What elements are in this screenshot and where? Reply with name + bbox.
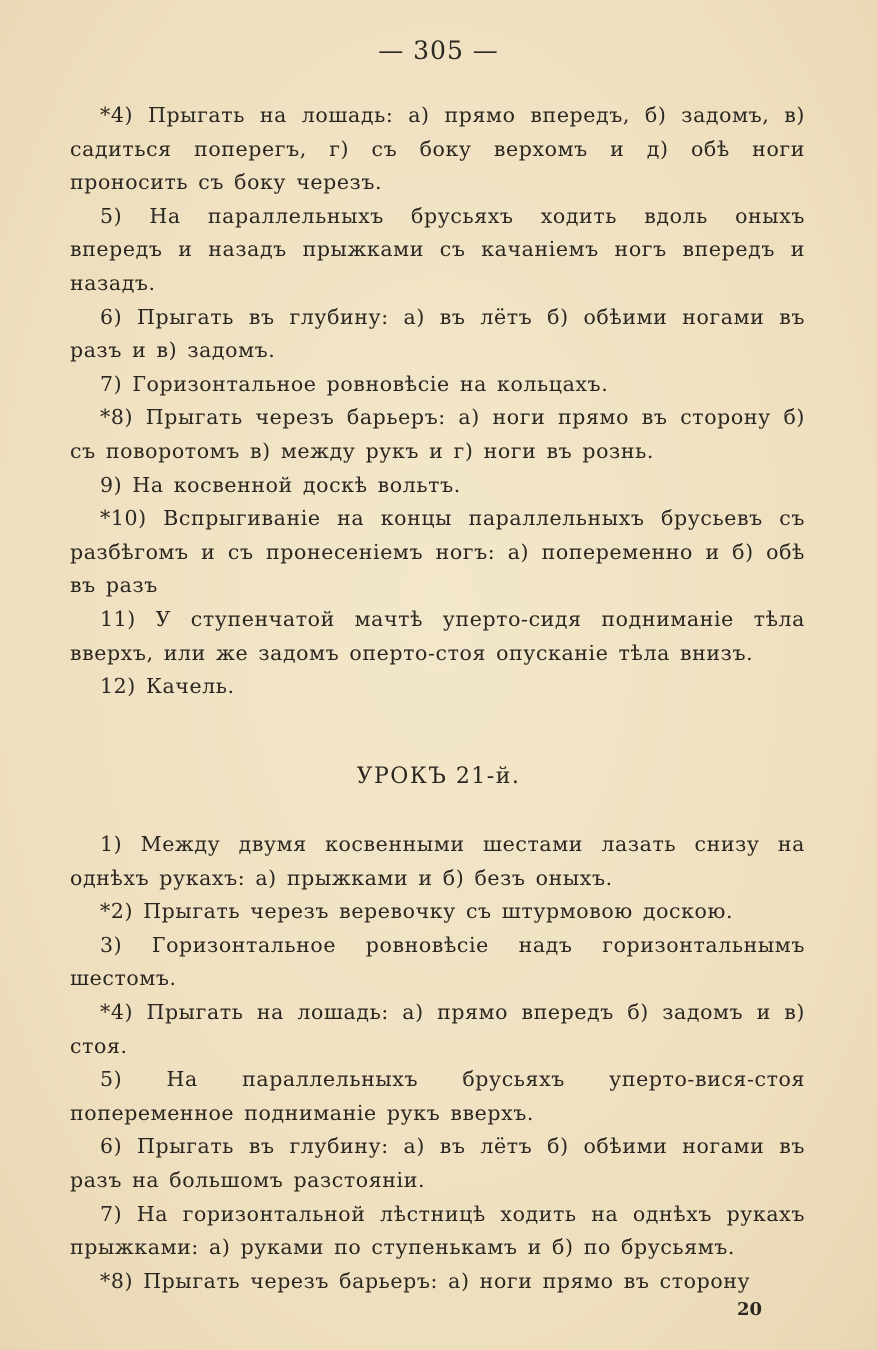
exercise-item: *8) Прыгать черезъ барьеръ: а) ноги прямо въ сторону: [100, 1268, 751, 1293]
exercise-item: *4) Прыгать на лошадь: а) прямо впередъ б) задомъ и в) стоя.: [70, 999, 805, 1058]
exercise-item: 5) На параллельныхъ брусьяхъ уперто-вися-стоя попеременное подниманіе рукъ вверхъ.: [70, 1067, 805, 1125]
exercise-item: *2) Прыгать черезъ веревочку съ штурмовою доскою.: [100, 899, 734, 924]
lesson-20-continued: [70, 99, 805, 704]
lesson-heading: УРОКЪ 21-й.: [356, 764, 521, 789]
exercise-item: 6) Прыгать въ глубину: а) въ лётъ б) обѣими ногами въ разъ и в) задомъ.: [70, 304, 805, 363]
exercise-item: 6) Прыгать въ глубину: а) въ лётъ б) обѣими ногами въ разъ на большомъ разстояніи.: [70, 1134, 805, 1192]
lesson-21-items: [70, 828, 805, 1298]
exercise-item: 7) Горизонтальное ровновѣсіе на кольцахъ.: [100, 371, 609, 396]
signature-mark: 20: [736, 1299, 762, 1320]
exercise-item: 1) Между двумя косвенными шестами лазать снизу на однѣхъ рукахъ: а) прыжками и б) безъ оныхъ.: [70, 832, 805, 890]
exercise-item: *10) Вспрыгиваніе на концы параллельныхъ брусьевъ съ разбѣгомъ и съ пронесеніемъ ногъ: а) попеременно и б) обѣ въ разъ: [70, 506, 805, 598]
exercise-item: 9) На косвенной доскѣ вольтъ.: [100, 472, 461, 497]
exercise-item: 12) Качель.: [100, 674, 235, 699]
page-number: — 305 —: [378, 36, 499, 65]
exercise-item: 5) На параллельныхъ брусьяхъ ходить вдоль оныхъ впередъ и назадъ прыжками съ качаніемъ ногъ впередъ и назадъ.: [70, 203, 805, 295]
exercise-item: 7) На горизонтальной лѣстницѣ ходить на однѣхъ рукахъ прыжками: а) руками по ступенькамъ и б) по брусьямъ.: [70, 1201, 805, 1260]
exercise-item: *4) Прыгать на лошадь: а) прямо впередъ, б) задомъ, в) садиться поперегъ, г) съ боку верхомъ и д) обѣ ноги проносить съ боку черезъ.: [70, 103, 805, 195]
exercise-item: 11) У ступенчатой мачтѣ уперто-сидя подниманіе тѣла вверхъ, или же задомъ оперто-стоя опусканіе тѣла внизъ.: [70, 606, 805, 665]
exercise-item: *8) Прыгать черезъ барьеръ: а) ноги прямо въ сторону б) съ поворотомъ в) между рукъ и г) ноги въ рознь.: [70, 405, 805, 463]
exercise-item: 3) Горизонтальное ровновѣсіе надъ горизонтальнымъ шестомъ.: [70, 932, 805, 991]
